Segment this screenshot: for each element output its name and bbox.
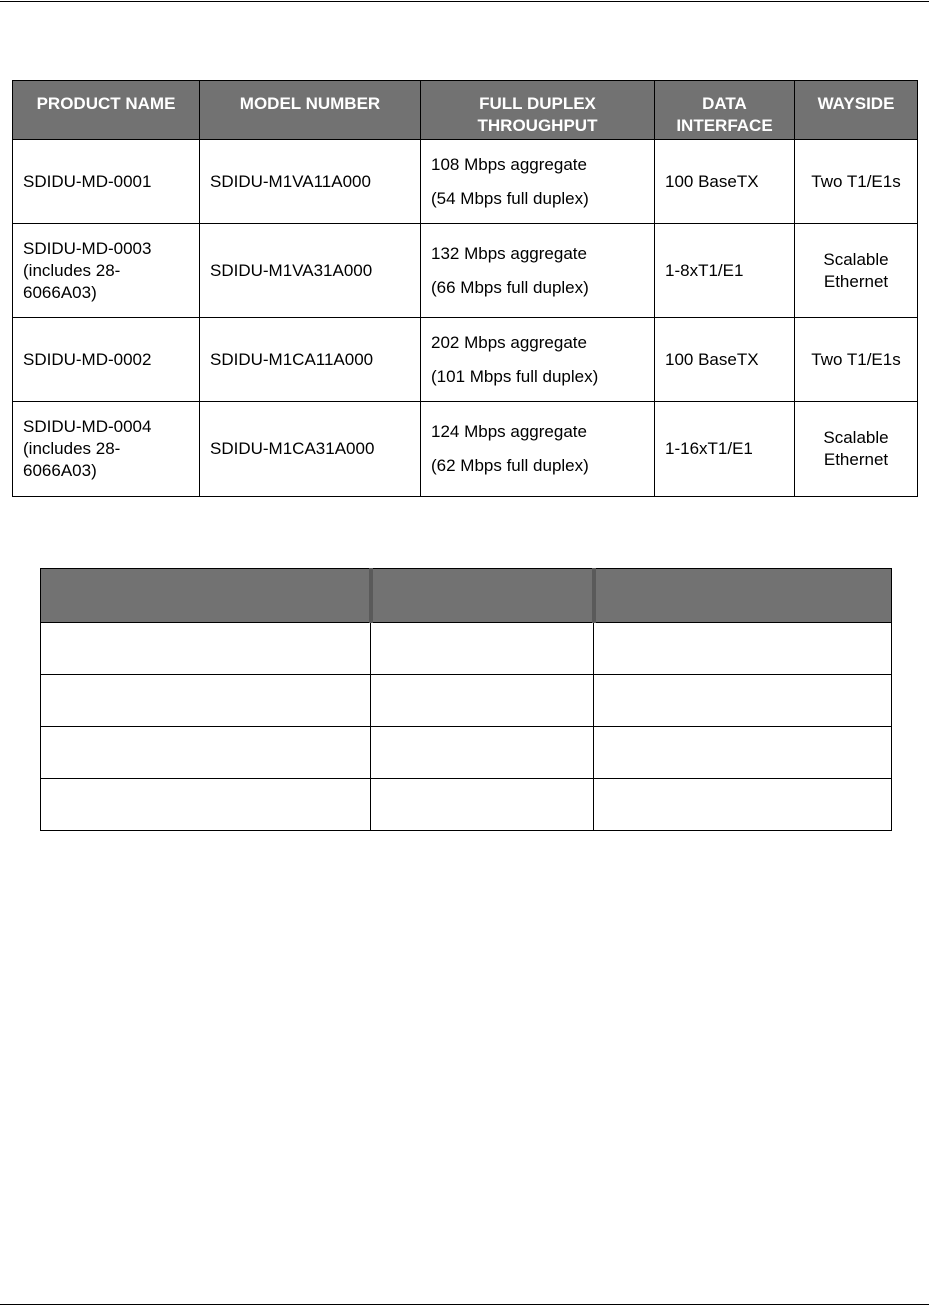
empty-cell: [371, 675, 594, 727]
empty-cell: [41, 623, 371, 675]
empty-header-cell: [594, 569, 892, 623]
throughput-full-duplex: (101 Mbps full duplex): [431, 366, 599, 386]
throughput-full-duplex: (54 Mbps full duplex): [431, 188, 589, 208]
throughput-cell: [421, 224, 655, 318]
data-interface-cell: 100 BaseTX: [655, 318, 795, 402]
throughput-full-duplex: (62 Mbps full duplex): [431, 456, 589, 475]
empty-cell: [41, 779, 371, 831]
empty-cell: [594, 675, 892, 727]
header-throughput: FULL DUPLEX THROUGHPUT: [421, 81, 655, 140]
empty-header-row: [41, 569, 892, 623]
table-row: [13, 224, 918, 318]
header-row: [13, 81, 918, 140]
data-interface-cell: 1-16xT1/E1: [655, 402, 795, 497]
empty-row: [41, 727, 892, 779]
product-name-cell: SDIDU-MD-0001: [13, 140, 200, 224]
throughput-aggregate: 202 Mbps aggregate: [431, 332, 587, 352]
table-row: [13, 140, 918, 224]
throughput-aggregate: 108 Mbps aggregate: [431, 154, 587, 174]
empty-cell: [594, 623, 892, 675]
empty-cell: [594, 727, 892, 779]
empty-cell: [371, 779, 594, 831]
wayside-cell: Two T1/E1s: [795, 318, 918, 402]
model-number-cell: SDIDU-M1CA31A000: [200, 402, 421, 497]
data-interface-cell: 1-8xT1/E1: [655, 224, 795, 318]
header-wayside: WAYSIDE: [795, 81, 918, 140]
empty-row: [41, 623, 892, 675]
table-row: [13, 318, 918, 402]
data-interface-cell: 100 BaseTX: [655, 140, 795, 224]
header-model-number: MODEL NUMBER: [200, 81, 421, 140]
throughput-aggregate: 124 Mbps aggregate: [431, 422, 587, 441]
throughput-cell: [421, 402, 655, 497]
empty-header-cell: [371, 569, 594, 623]
product-table: [12, 80, 918, 497]
product-name-cell: SDIDU-MD-0002: [13, 318, 200, 402]
empty-row: [41, 675, 892, 727]
throughput-full-duplex: (66 Mbps full duplex): [431, 277, 589, 297]
model-number-cell: SDIDU-M1VA11A000: [200, 140, 421, 224]
model-number-cell: SDIDU-M1VA31A000: [200, 224, 421, 318]
product-name-cell: SDIDU-MD-0003 (includes 28-6066A03): [13, 224, 200, 318]
wayside-cell: Scalable Ethernet: [795, 402, 918, 497]
throughput-cell: [421, 140, 655, 224]
model-number-cell: SDIDU-M1CA11A000: [200, 318, 421, 402]
bottom-rule: [0, 1304, 929, 1305]
empty-row: [41, 779, 892, 831]
empty-cell: [371, 623, 594, 675]
product-name-cell: SDIDU-MD-0004 (includes 28-6066A03): [13, 402, 200, 497]
empty-header-cell: [41, 569, 371, 623]
header-data-interface: DATA INTERFACE: [655, 81, 795, 140]
table-row: [13, 402, 918, 497]
empty-cell: [594, 779, 892, 831]
empty-cell: [371, 727, 594, 779]
empty-table: [40, 568, 892, 831]
empty-cell: [41, 727, 371, 779]
throughput-cell: [421, 318, 655, 402]
header-product-name: PRODUCT NAME: [13, 81, 200, 140]
wayside-cell: Two T1/E1s: [795, 140, 918, 224]
wayside-cell: Scalable Ethernet: [795, 224, 918, 318]
throughput-aggregate: 132 Mbps aggregate: [431, 243, 587, 263]
top-rule: [0, 1, 929, 2]
empty-cell: [41, 675, 371, 727]
